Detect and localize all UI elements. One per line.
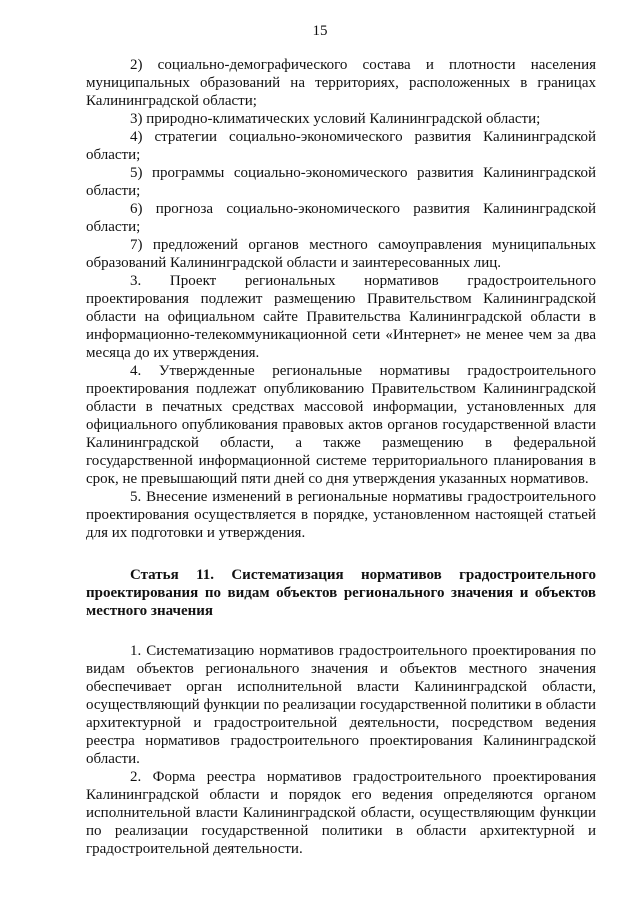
list-item-3: 3) природно-климатических условий Калининградской области; [130,111,541,127]
article-body [86,642,596,858]
list-item-7: 7) предложений органов местного самоуправления муниципальных образований Калининградской области и заинтересованных лиц. [86,237,596,271]
list-item-5: 5) программы социально-экономического развития Калининградской области; [86,165,596,199]
list-item-2: 2) социально-демографического состава и плотности населения муниципальных образований на территориях, расположенных в границах Калининградской области; [86,57,596,109]
article-paragraph-2: 2. Форма реестра нормативов градостроительного проектирования Калининградской области и порядок его ведения определяются органом исполнительной власти Калининградской области, осуществляющим функции по реализации государственной политики в области архитектурной и градостроительной деятельности. [86,769,596,857]
list-item-4: 4) стратегии социально-экономического развития Калининградской области; [86,129,596,163]
article-paragraph-1: 1. Систематизацию нормативов градостроительного проектирования по видам объектов регионального значения и объектов местного значения обеспечивает орган исполнительной власти Калининградской области, осуществляющий функции по реализации государственной политики в области архитектурной и градостроительной деятельности, посредством ведения реестра нормативов градостроительного проектирования Калининградской области. [86,643,596,767]
page-number: 15 [312,23,328,39]
list-item-6: 6) прогноза социально-экономического развития Калининградской области; [86,201,596,235]
paragraph-5: 5. Внесение изменений в региональные нормативы градостроительного проектирования осуществляется в порядке, установленном настоящей статьей для их подготовки и утверждения. [86,489,596,541]
page-body [86,56,596,858]
paragraph-3: 3. Проект региональных нормативов градостроительного проектирования подлежит размещению Правительством Калининградской области на официальном сайте Правительства Калининградской области в информационно-телекоммуникационной сети «Интернет» не менее чем за два месяца до их утверждения. [86,273,596,361]
paragraph-4: 4. Утвержденные региональные нормативы градостроительного проектирования подлежат опубликованию Правительством Калининградской области в печатных средствах массовой информации, установленных для официального опубликования правовых актов органов государственной власти Калининградской области, а также размещению в федеральной государственной информационной системе территориального планирования в срок, не превышающий пяти дней со дня утверждения указанных нормативов. [86,363,596,487]
article-heading: Статья 11. Систематизация нормативов градостроительного проектирования по видам объектов регионального значения и объектов местного значения [86,567,596,619]
